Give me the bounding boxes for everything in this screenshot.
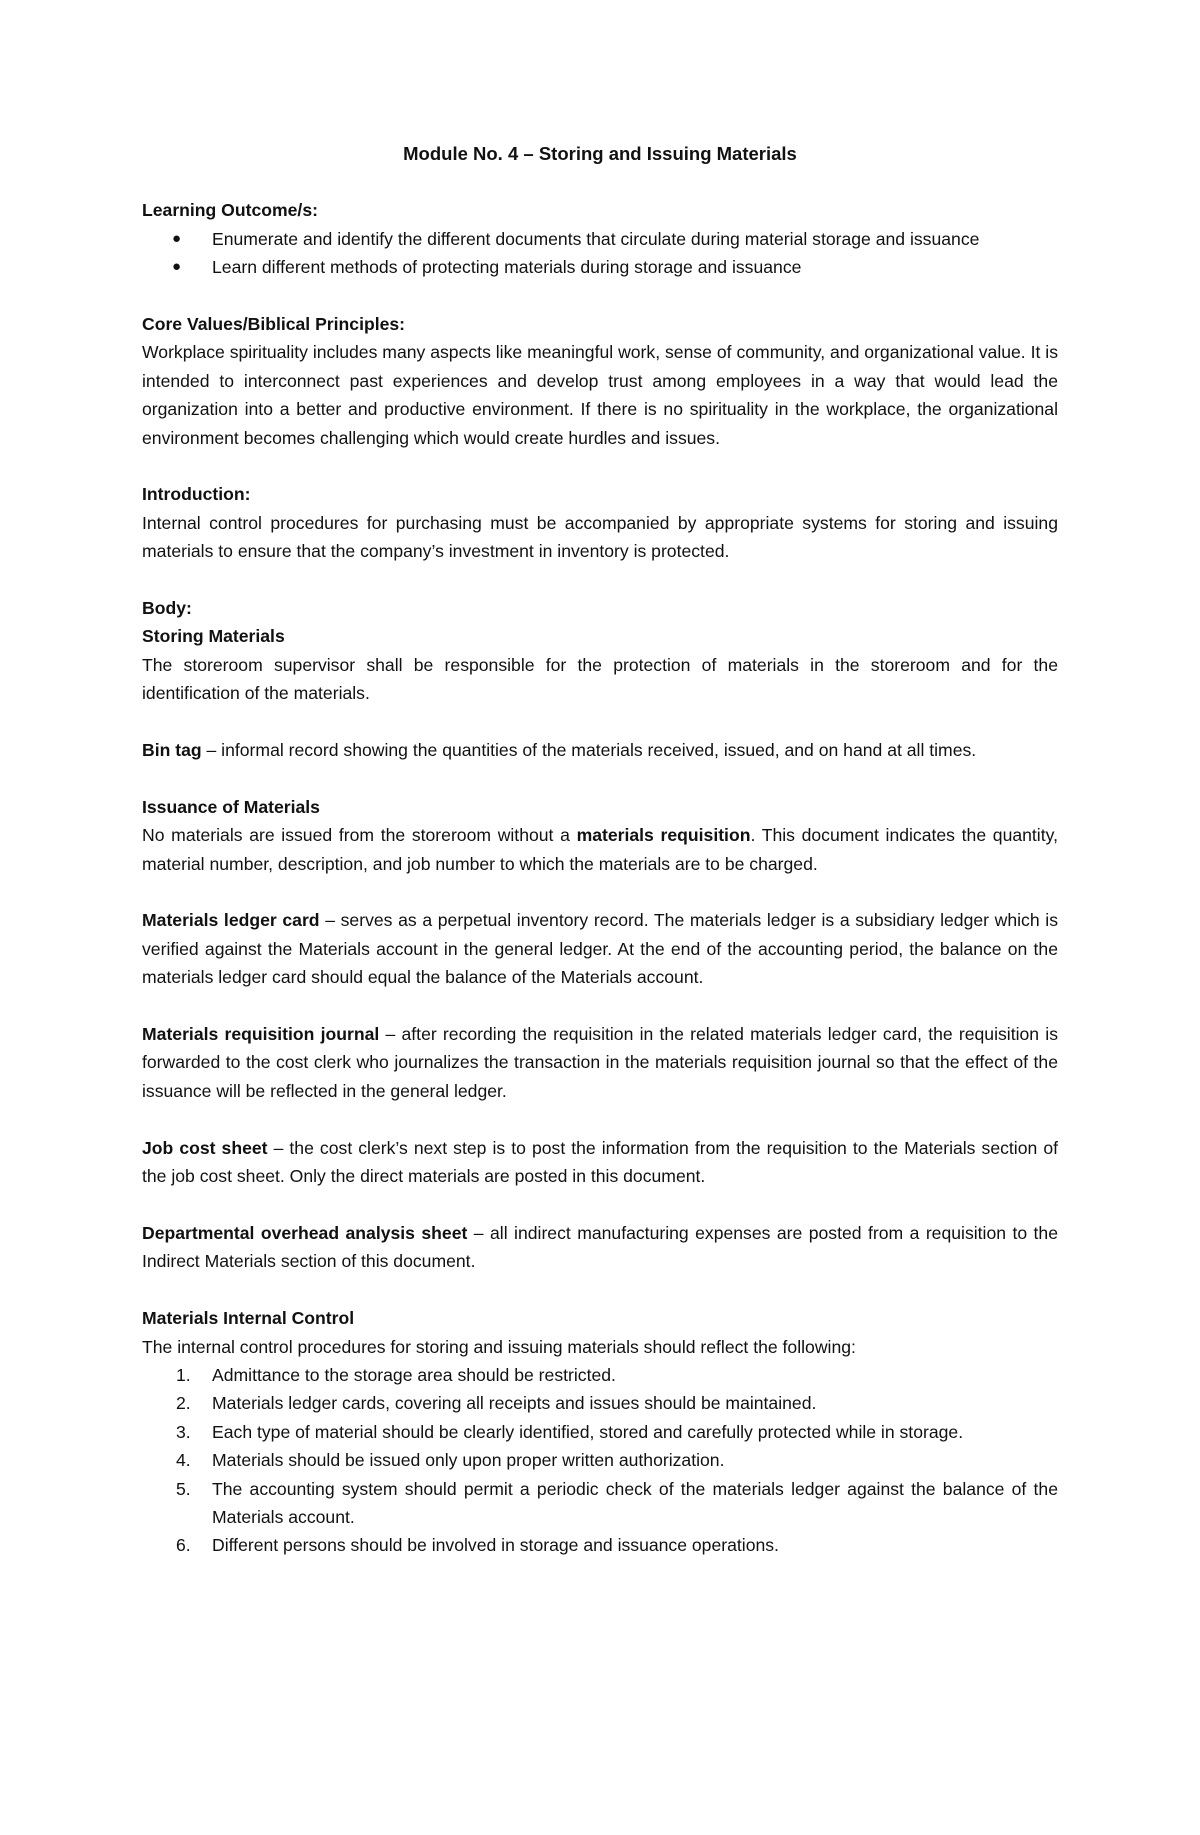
list-item-text: Admittance to the storage area should be restricted. xyxy=(212,1364,616,1385)
ledger-card-definition: – serves as a perpetual inventory record. The materials ledger is a subsidiary ledger which is verified against the Materials account in the general ledger. At the end of the accounting period, the balance on the materials ledger card should equal the balance of the Materials account. xyxy=(142,910,1058,988)
list-item-text: Each type of material should be clearly identified, stored and carefully protected while in storage. xyxy=(212,1421,964,1442)
list-item-text: Materials ledger cards, covering all receipts and issues should be maintained. xyxy=(212,1393,817,1414)
ledger-card-paragraph xyxy=(142,906,1058,991)
ledger-card-term: Materials ledger card xyxy=(142,910,320,931)
overhead-definition: – all indirect manufacturing expenses are posted from a requisition to the Indirect Materials section of this document. xyxy=(142,1222,1059,1272)
list-item-text: The accounting system should permit a periodic check of the materials ledger against the balance of the Materials account. xyxy=(212,1478,1058,1527)
bin-tag-definition: – informal record showing the quantities of the materials received, issued, and on hand at all times. xyxy=(201,740,977,761)
list-item: 3. Each type of material should be clearly identified, stored and carefully protected while in storage. xyxy=(176,1421,964,1442)
internal-control-list xyxy=(142,1361,1058,1560)
storing-materials-heading: Storing Materials xyxy=(142,626,285,647)
overhead-term: Departmental overhead analysis sheet xyxy=(142,1222,468,1243)
job-cost-term: Job cost sheet xyxy=(142,1137,268,1158)
issuance-heading: Issuance of Materials xyxy=(142,796,320,817)
page-title: Module No. 4 – Storing and Issuing Materials xyxy=(403,143,797,164)
list-item: 4. Materials should be issued only upon proper written authorization. xyxy=(176,1450,725,1471)
list-item: 6. Different persons should be involved in storage and issuance operations. xyxy=(176,1535,779,1556)
list-item-text: Different persons should be involved in storage and issuance operations. xyxy=(212,1535,779,1556)
requisition-journal-term: Materials requisition journal xyxy=(142,1024,380,1045)
materials-requisition-term: materials requisition xyxy=(576,825,751,846)
learning-outcomes-heading: Learning Outcome/s: xyxy=(142,200,318,221)
bin-tag-paragraph xyxy=(142,736,1058,764)
core-values-paragraph: Workplace spirituality includes many aspects like meaningful work, sense of community, and organizational value. It is intended to interconnect past experiences and develop trust among employees in a way that would lead the organization into a better and productive environment. If there is no spirituality in the workplace, the organizational environment becomes challenging which would create hurdles and issues. xyxy=(142,342,1058,448)
job-cost-definition: – the cost clerk’s next step is to post the information from the requisition to the Materials section of the job cost sheet. Only the direct materials are posted in this document. xyxy=(142,1137,1058,1187)
internal-control-heading: Materials Internal Control xyxy=(142,1308,355,1329)
issuance-text-before: No materials are issued from the storeroom without a xyxy=(142,825,577,846)
introduction-heading: Introduction: xyxy=(142,484,251,505)
requisition-journal-paragraph xyxy=(142,1020,1058,1105)
core-values-heading: Core Values/Biblical Principles: xyxy=(142,314,406,335)
list-item: 5. The accounting system should permit a periodic check of the materials ledger against the balance of the Materials account. xyxy=(176,1478,1058,1527)
bullet-icon: ● xyxy=(172,229,182,247)
bullet-icon: ● xyxy=(172,258,182,276)
internal-control-intro: The internal control procedures for storing and issuing materials should reflect the following: xyxy=(142,1336,856,1357)
bin-tag-term: Bin tag xyxy=(142,740,202,761)
requisition-journal-definition: – after recording the requisition in the related materials ledger card, the requisition is forwarded to the cost clerk who journalizes the transaction in the materials requisition journal so that the effect of the issuance will be reflected in the general ledger. xyxy=(142,1024,1058,1101)
list-item: 2. Materials ledger cards, covering all receipts and issues should be maintained. xyxy=(176,1393,817,1414)
list-item xyxy=(142,225,1058,253)
list-item xyxy=(142,253,1058,281)
issuance-paragraph xyxy=(142,821,1058,878)
list-item-text: Materials should be issued only upon proper written authorization. xyxy=(212,1450,725,1471)
learning-outcomes-list xyxy=(142,225,1058,282)
storing-materials-paragraph: The storeroom supervisor shall be responsible for the protection of materials in the storeroom and for the identification of the materials. xyxy=(142,654,1058,704)
job-cost-paragraph xyxy=(142,1134,1058,1191)
body-heading: Body: xyxy=(142,598,192,619)
introduction-paragraph: Internal control procedures for purchasing must be accompanied by appropriate systems for storing and issuing materials to ensure that the company’s investment in inventory is protected. xyxy=(142,512,1058,562)
issuance-text-after: . This document indicates the quantity, material number, description, and job number to which the materials are to be charged. xyxy=(142,825,1058,874)
list-item-text: Enumerate and identify the different documents that circulate during material storage and issuance xyxy=(212,228,980,249)
overhead-paragraph xyxy=(142,1219,1058,1276)
list-item-text: Learn different methods of protecting materials during storage and issuance xyxy=(212,257,802,278)
list-item: 1. Admittance to the storage area should be restricted. xyxy=(176,1364,616,1385)
